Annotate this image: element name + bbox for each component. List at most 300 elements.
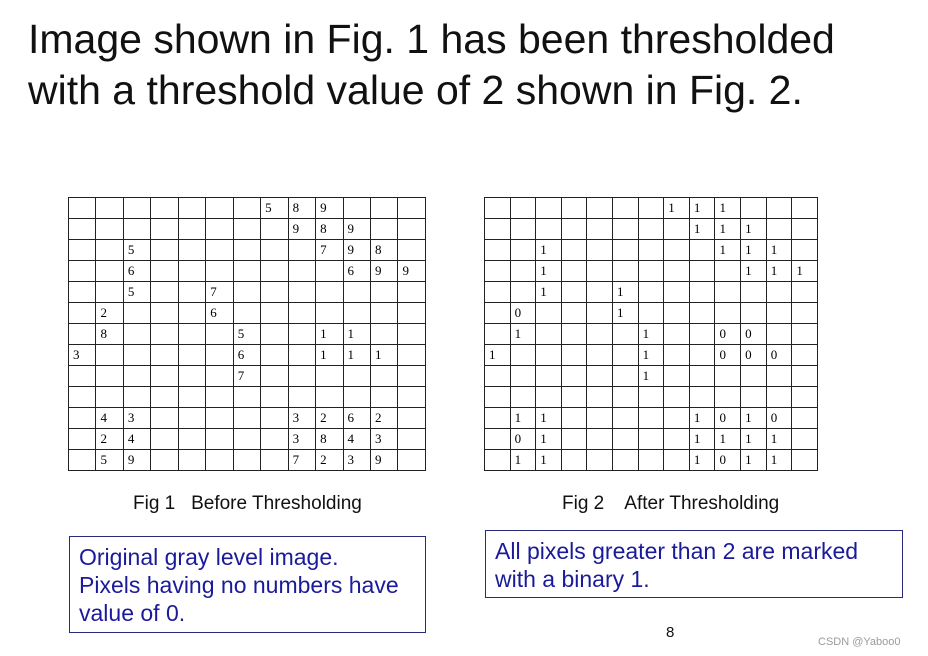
grid-cell bbox=[613, 324, 639, 345]
grid-cell: 1 bbox=[316, 345, 343, 366]
grid-cell bbox=[587, 240, 613, 261]
grid-cell bbox=[316, 261, 343, 282]
grid-cell: 3 bbox=[370, 429, 397, 450]
grid-cell bbox=[792, 450, 818, 471]
grid-cell bbox=[178, 303, 205, 324]
grid-cell bbox=[370, 282, 397, 303]
grid-cell bbox=[288, 240, 315, 261]
grid-cell bbox=[536, 198, 562, 219]
grid-cell bbox=[561, 450, 587, 471]
grid-cell bbox=[206, 324, 233, 345]
grid-cell: 6 bbox=[123, 261, 150, 282]
grid-cell bbox=[689, 366, 715, 387]
grid-cell: 1 bbox=[638, 324, 664, 345]
grid-cell bbox=[398, 387, 426, 408]
grid-cell bbox=[151, 240, 178, 261]
grid-cell bbox=[485, 198, 511, 219]
grid-cell bbox=[398, 429, 426, 450]
grid-cell bbox=[261, 303, 288, 324]
grid-cell bbox=[613, 387, 639, 408]
grid-cell bbox=[715, 303, 741, 324]
grid-cell: 1 bbox=[536, 429, 562, 450]
grid-cell: 9 bbox=[123, 450, 150, 471]
grid-cell bbox=[638, 198, 664, 219]
grid-cell bbox=[485, 240, 511, 261]
grid-cell bbox=[261, 219, 288, 240]
grid-cell bbox=[398, 408, 426, 429]
grid-cell bbox=[206, 198, 233, 219]
grid-cell: 1 bbox=[766, 261, 792, 282]
grid-cell bbox=[178, 198, 205, 219]
grid-cell bbox=[638, 240, 664, 261]
grid-cell: 0 bbox=[715, 345, 741, 366]
grid-row bbox=[485, 345, 818, 366]
grid-cell: 1 bbox=[689, 408, 715, 429]
grid-cell: 1 bbox=[766, 240, 792, 261]
grid-cell bbox=[613, 198, 639, 219]
grid-cell bbox=[510, 282, 536, 303]
grid-cell: 1 bbox=[715, 198, 741, 219]
grid-cell bbox=[398, 366, 426, 387]
grid-cell bbox=[316, 387, 343, 408]
grid-cell bbox=[741, 198, 767, 219]
grid-cell bbox=[485, 219, 511, 240]
grid-cell bbox=[689, 324, 715, 345]
grid-cell bbox=[741, 282, 767, 303]
grid-cell: 0 bbox=[741, 345, 767, 366]
grid-cell bbox=[69, 219, 96, 240]
grid-cell bbox=[206, 450, 233, 471]
grid-cell bbox=[664, 450, 690, 471]
grid-cell: 1 bbox=[689, 450, 715, 471]
grid-row bbox=[485, 366, 818, 387]
grid-cell bbox=[638, 387, 664, 408]
grid-row bbox=[485, 408, 818, 429]
grid-cell bbox=[261, 408, 288, 429]
grid-cell bbox=[178, 387, 205, 408]
after-thresholding-grid bbox=[484, 197, 818, 471]
grid-cell: 1 bbox=[613, 303, 639, 324]
grid-cell bbox=[398, 219, 426, 240]
grid-cell: 0 bbox=[766, 408, 792, 429]
grid-row bbox=[69, 303, 426, 324]
grid-cell bbox=[638, 261, 664, 282]
grid-cell: 1 bbox=[536, 240, 562, 261]
grid-cell bbox=[123, 324, 150, 345]
grid-cell bbox=[151, 198, 178, 219]
grid-cell bbox=[638, 219, 664, 240]
grid-cell bbox=[233, 387, 260, 408]
grid-cell bbox=[536, 219, 562, 240]
grid-cell bbox=[792, 408, 818, 429]
grid-cell bbox=[664, 303, 690, 324]
grid-cell bbox=[206, 240, 233, 261]
grid-cell: 1 bbox=[766, 450, 792, 471]
title-line-1: Image shown in Fig. 1 has been thresholded bbox=[28, 16, 835, 62]
grid-cell: 6 bbox=[343, 261, 370, 282]
grid-cell bbox=[370, 219, 397, 240]
grid-cell bbox=[69, 450, 96, 471]
grid-cell bbox=[123, 303, 150, 324]
grid-cell bbox=[510, 219, 536, 240]
grid-cell bbox=[689, 303, 715, 324]
grid-cell: 1 bbox=[510, 450, 536, 471]
grid-cell: 1 bbox=[741, 240, 767, 261]
grid-cell: 1 bbox=[316, 324, 343, 345]
grid-cell bbox=[96, 219, 123, 240]
grid-cell: 5 bbox=[123, 282, 150, 303]
grid-cell bbox=[233, 261, 260, 282]
grid-cell bbox=[288, 345, 315, 366]
grid-cell bbox=[638, 282, 664, 303]
grid-cell bbox=[261, 282, 288, 303]
grid-cell: 9 bbox=[398, 261, 426, 282]
grid-cell bbox=[561, 303, 587, 324]
grid-cell bbox=[151, 219, 178, 240]
grid-cell bbox=[69, 429, 96, 450]
grid-cell bbox=[792, 366, 818, 387]
grid-cell: 1 bbox=[638, 345, 664, 366]
grid-cell: 1 bbox=[536, 261, 562, 282]
grid-row bbox=[485, 429, 818, 450]
grid-cell: 1 bbox=[536, 450, 562, 471]
grid-cell: 0 bbox=[766, 345, 792, 366]
grid-cell bbox=[123, 219, 150, 240]
grid-cell bbox=[613, 450, 639, 471]
grid-cell bbox=[510, 198, 536, 219]
grid-cell: 9 bbox=[370, 261, 397, 282]
grid-cell: 1 bbox=[715, 240, 741, 261]
grid-cell bbox=[741, 366, 767, 387]
grid-cell bbox=[343, 387, 370, 408]
grid-cell bbox=[587, 219, 613, 240]
grid-cell: 1 bbox=[689, 219, 715, 240]
grid-cell: 3 bbox=[288, 429, 315, 450]
grid-cell: 0 bbox=[715, 408, 741, 429]
grid-cell bbox=[561, 282, 587, 303]
grid-cell: 1 bbox=[741, 261, 767, 282]
grid-cell bbox=[206, 261, 233, 282]
grid-cell: 6 bbox=[206, 303, 233, 324]
grid-cell bbox=[96, 366, 123, 387]
grid-cell bbox=[587, 387, 613, 408]
grid-cell bbox=[261, 240, 288, 261]
grid-cell bbox=[664, 387, 690, 408]
grid-cell bbox=[613, 429, 639, 450]
grid-cell: 5 bbox=[261, 198, 288, 219]
grid-cell: 9 bbox=[370, 450, 397, 471]
grid-cell bbox=[398, 303, 426, 324]
grid-cell bbox=[587, 408, 613, 429]
grid-cell bbox=[288, 303, 315, 324]
grid-row bbox=[69, 450, 426, 471]
grid-cell bbox=[178, 219, 205, 240]
grid-cell bbox=[151, 261, 178, 282]
grid-cell bbox=[587, 366, 613, 387]
grid-cell bbox=[485, 366, 511, 387]
grid-cell: 7 bbox=[233, 366, 260, 387]
grid-cell bbox=[151, 429, 178, 450]
grid-cell bbox=[206, 219, 233, 240]
grid-cell: 4 bbox=[123, 429, 150, 450]
grid-cell bbox=[398, 345, 426, 366]
grid-cell bbox=[370, 366, 397, 387]
grid-cell bbox=[638, 408, 664, 429]
grid-cell: 1 bbox=[689, 198, 715, 219]
grid-cell bbox=[151, 303, 178, 324]
grid-cell bbox=[587, 345, 613, 366]
grid-cell bbox=[178, 345, 205, 366]
grid-cell bbox=[370, 324, 397, 345]
grid-cell: 1 bbox=[689, 429, 715, 450]
grid-cell bbox=[151, 387, 178, 408]
grid-cell bbox=[398, 240, 426, 261]
grid-cell bbox=[316, 366, 343, 387]
grid-cell bbox=[178, 366, 205, 387]
grid-cell bbox=[766, 219, 792, 240]
grid-cell bbox=[69, 282, 96, 303]
grid-cell bbox=[587, 303, 613, 324]
grid-cell: 7 bbox=[316, 240, 343, 261]
grid-cell bbox=[69, 324, 96, 345]
grid-cell: 3 bbox=[288, 408, 315, 429]
grid-cell: 8 bbox=[316, 429, 343, 450]
grid-cell bbox=[561, 219, 587, 240]
grid-cell bbox=[741, 303, 767, 324]
grid-cell: 1 bbox=[536, 282, 562, 303]
grid-cell bbox=[715, 282, 741, 303]
grid-cell bbox=[206, 345, 233, 366]
grid-cell bbox=[613, 261, 639, 282]
grid-cell: 1 bbox=[715, 429, 741, 450]
grid-cell bbox=[587, 261, 613, 282]
grid-cell: 3 bbox=[123, 408, 150, 429]
grid-cell bbox=[587, 324, 613, 345]
grid-cell bbox=[485, 303, 511, 324]
fig1-note-box bbox=[69, 536, 426, 633]
grid-cell bbox=[536, 387, 562, 408]
grid-cell bbox=[664, 282, 690, 303]
slide-title bbox=[28, 14, 908, 116]
grid-cell bbox=[69, 303, 96, 324]
grid-cell bbox=[536, 366, 562, 387]
grid-row bbox=[69, 282, 426, 303]
grid-cell bbox=[69, 366, 96, 387]
grid-cell bbox=[664, 345, 690, 366]
grid-cell bbox=[510, 261, 536, 282]
grid-cell bbox=[343, 198, 370, 219]
grid-cell bbox=[715, 366, 741, 387]
grid-cell bbox=[123, 366, 150, 387]
note-line: Original gray level image. bbox=[79, 544, 339, 570]
grid-cell bbox=[792, 282, 818, 303]
grid-cell bbox=[485, 324, 511, 345]
grid-cell bbox=[664, 366, 690, 387]
grid-cell bbox=[69, 408, 96, 429]
grid-cell: 1 bbox=[510, 408, 536, 429]
grid-cell: 1 bbox=[792, 261, 818, 282]
grid-cell bbox=[561, 261, 587, 282]
grid-cell bbox=[613, 240, 639, 261]
grid-cell bbox=[485, 429, 511, 450]
grid-row bbox=[69, 324, 426, 345]
grid-cell: 0 bbox=[741, 324, 767, 345]
grid-cell bbox=[689, 282, 715, 303]
grid-cell: 2 bbox=[370, 408, 397, 429]
grid-cell bbox=[370, 303, 397, 324]
grid-cell bbox=[178, 261, 205, 282]
grid-cell bbox=[689, 387, 715, 408]
grid-cell bbox=[664, 240, 690, 261]
grid-cell bbox=[587, 429, 613, 450]
grid-cell bbox=[689, 240, 715, 261]
grid-cell bbox=[561, 366, 587, 387]
grid-cell bbox=[398, 282, 426, 303]
grid-cell bbox=[561, 240, 587, 261]
grid-cell bbox=[206, 429, 233, 450]
fig2-note-box bbox=[485, 530, 903, 598]
grid-cell bbox=[613, 366, 639, 387]
grid-cell bbox=[638, 450, 664, 471]
grid-cell bbox=[370, 198, 397, 219]
grid-cell: 9 bbox=[288, 219, 315, 240]
grid-cell bbox=[398, 450, 426, 471]
grid-cell: 1 bbox=[664, 198, 690, 219]
grid-cell bbox=[96, 240, 123, 261]
grid-cell bbox=[485, 387, 511, 408]
grid-cell bbox=[206, 366, 233, 387]
grid-cell bbox=[792, 387, 818, 408]
grid-cell bbox=[316, 303, 343, 324]
grid-cell bbox=[792, 219, 818, 240]
grid-cell bbox=[561, 345, 587, 366]
grid-row bbox=[485, 282, 818, 303]
grid-cell bbox=[151, 282, 178, 303]
grid-cell: 4 bbox=[343, 429, 370, 450]
grid-cell: 0 bbox=[715, 450, 741, 471]
grid-cell bbox=[766, 324, 792, 345]
grid-cell: 7 bbox=[288, 450, 315, 471]
grid-cell bbox=[638, 429, 664, 450]
grid-cell: 8 bbox=[316, 219, 343, 240]
grid-row bbox=[69, 429, 426, 450]
grid-row bbox=[485, 450, 818, 471]
grid-cell bbox=[792, 324, 818, 345]
grid-cell bbox=[151, 324, 178, 345]
grid-cell: 5 bbox=[123, 240, 150, 261]
grid-row bbox=[69, 240, 426, 261]
grid-cell bbox=[613, 345, 639, 366]
grid-cell bbox=[178, 282, 205, 303]
grid-cell bbox=[343, 366, 370, 387]
grid-cell bbox=[485, 282, 511, 303]
title-line-2: with a threshold value of 2 shown in Fig. 2. bbox=[28, 67, 803, 113]
grid-cell bbox=[123, 198, 150, 219]
grid-cell bbox=[510, 366, 536, 387]
grid-row bbox=[69, 408, 426, 429]
grid-cell bbox=[69, 240, 96, 261]
grid-cell: 6 bbox=[233, 345, 260, 366]
grid-cell bbox=[261, 261, 288, 282]
grid-cell bbox=[664, 429, 690, 450]
grid-cell bbox=[69, 387, 96, 408]
grid-cell bbox=[96, 387, 123, 408]
grid-cell bbox=[766, 366, 792, 387]
grid-cell bbox=[178, 408, 205, 429]
grid-cell bbox=[664, 219, 690, 240]
grid-cell: 3 bbox=[69, 345, 96, 366]
grid-cell bbox=[664, 408, 690, 429]
grid-cell: 1 bbox=[741, 408, 767, 429]
grid-cell: 1 bbox=[613, 282, 639, 303]
grid-row bbox=[69, 219, 426, 240]
grid-row bbox=[69, 387, 426, 408]
grid-cell: 5 bbox=[233, 324, 260, 345]
grid-cell bbox=[792, 345, 818, 366]
before-thresholding-grid bbox=[68, 197, 426, 471]
grid-cell: 0 bbox=[510, 429, 536, 450]
grid-row bbox=[69, 345, 426, 366]
grid-cell: 3 bbox=[343, 450, 370, 471]
grid-cell: 1 bbox=[536, 408, 562, 429]
grid-cell bbox=[151, 345, 178, 366]
grid-cell bbox=[178, 429, 205, 450]
grid-cell bbox=[343, 282, 370, 303]
grid-row bbox=[69, 366, 426, 387]
grid-row bbox=[69, 261, 426, 282]
grid-cell bbox=[370, 387, 397, 408]
grid-cell bbox=[178, 240, 205, 261]
grid-cell bbox=[485, 408, 511, 429]
grid-cell bbox=[485, 450, 511, 471]
grid-cell bbox=[178, 450, 205, 471]
grid-cell bbox=[261, 450, 288, 471]
grid-cell: 4 bbox=[96, 408, 123, 429]
grid-cell: 9 bbox=[316, 198, 343, 219]
grid-cell: 1 bbox=[510, 324, 536, 345]
grid-cell bbox=[96, 198, 123, 219]
grid-cell bbox=[233, 303, 260, 324]
fig1-caption: Fig 1 Before Thresholding bbox=[133, 493, 362, 514]
grid-cell: 1 bbox=[741, 429, 767, 450]
grid-cell: 1 bbox=[485, 345, 511, 366]
grid-cell bbox=[288, 366, 315, 387]
grid-row bbox=[485, 324, 818, 345]
grid-cell: 2 bbox=[96, 303, 123, 324]
grid-cell bbox=[69, 198, 96, 219]
grid-cell bbox=[792, 198, 818, 219]
grid-cell bbox=[638, 303, 664, 324]
grid-row bbox=[485, 219, 818, 240]
grid-cell bbox=[151, 408, 178, 429]
grid-cell: 0 bbox=[715, 324, 741, 345]
grid-cell bbox=[233, 429, 260, 450]
grid-cell bbox=[96, 282, 123, 303]
grid-cell: 2 bbox=[96, 429, 123, 450]
grid-cell bbox=[561, 387, 587, 408]
grid-cell bbox=[766, 282, 792, 303]
grid-cell bbox=[510, 387, 536, 408]
grid-row bbox=[485, 261, 818, 282]
note-line: value of 0. bbox=[79, 600, 186, 626]
grid-cell bbox=[233, 219, 260, 240]
grid-cell bbox=[343, 303, 370, 324]
grid-cell bbox=[587, 198, 613, 219]
grid-cell bbox=[288, 324, 315, 345]
grid-cell bbox=[261, 345, 288, 366]
grid-cell bbox=[689, 345, 715, 366]
fig2-caption: Fig 2 After Thresholding bbox=[562, 493, 780, 514]
